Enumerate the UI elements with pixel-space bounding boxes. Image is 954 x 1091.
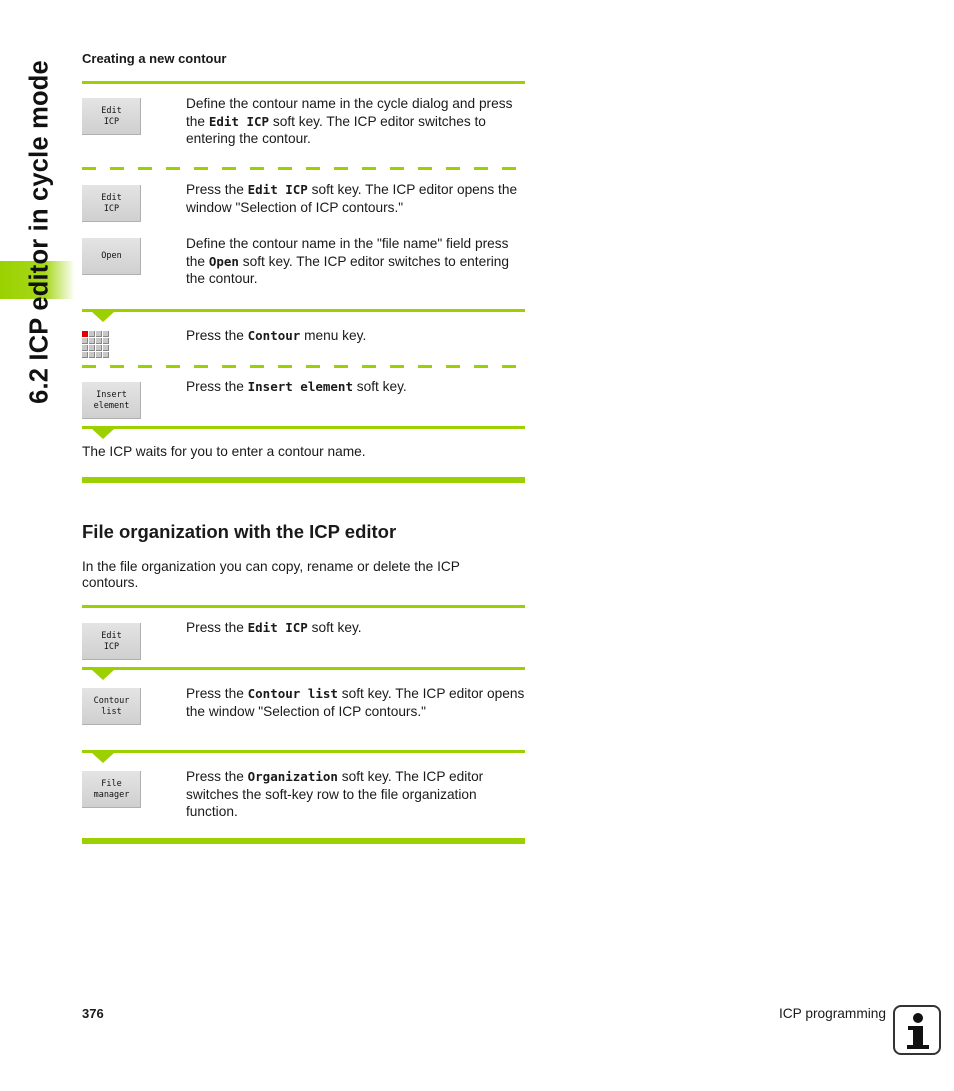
section-heading-file-organization: File organization with the ICP editor bbox=[82, 521, 397, 542]
step-arrow-icon bbox=[92, 670, 114, 680]
dashed-divider bbox=[82, 167, 525, 170]
section-intro: In the file organization you can copy, rename or delete the ICP contours. bbox=[82, 559, 460, 590]
step-description: Press the Organization soft key. The ICP editor switches the soft-key row to the file organization function. bbox=[186, 769, 484, 820]
section-end-bar bbox=[82, 838, 525, 844]
contour-list-softkey[interactable]: Contour list bbox=[82, 688, 141, 725]
edit-icp-softkey[interactable]: Edit ICP bbox=[82, 98, 141, 135]
edit-icp-softkey[interactable]: Edit ICP bbox=[82, 623, 141, 660]
step-description: Press the Contour list soft key. The ICP editor opens the window "Selection of ICP contours." bbox=[186, 686, 525, 719]
edit-icp-softkey[interactable]: Edit ICP bbox=[82, 185, 141, 222]
info-icon[interactable] bbox=[893, 1005, 941, 1055]
step-description: Press the Insert element soft key. bbox=[186, 379, 407, 394]
step-description: Define the contour name in the cycle dialog and press the Edit ICP soft key. The ICP editor switches to entering the contour. bbox=[186, 96, 513, 147]
step-description: Press the Contour menu key. bbox=[186, 328, 367, 343]
insert-element-softkey[interactable]: Insert element bbox=[82, 382, 141, 419]
divider bbox=[82, 426, 525, 429]
file-manager-softkey[interactable]: File manager bbox=[82, 771, 141, 808]
step-description: Press the Edit ICP soft key. bbox=[186, 620, 362, 635]
step-arrow-icon bbox=[92, 429, 114, 439]
step-arrow-icon bbox=[92, 312, 114, 322]
divider bbox=[82, 81, 525, 84]
divider bbox=[82, 309, 525, 312]
step-description: Press the Edit ICP soft key. The ICP editor opens the window "Selection of ICP contours." bbox=[186, 182, 518, 215]
contour-menu-key-icon[interactable] bbox=[82, 331, 110, 359]
footer-chapter-name: ICP programming bbox=[778, 1006, 886, 1021]
section-end-bar bbox=[82, 477, 525, 483]
chapter-title: 6.2 ICP editor in cycle mode bbox=[25, 60, 54, 404]
footnote: The ICP waits for you to enter a contour name. bbox=[82, 444, 366, 459]
dashed-divider bbox=[82, 365, 525, 368]
step-description: Define the contour name in the "file name" field press the Open soft key. The ICP editor switches to entering the contour. bbox=[186, 236, 510, 287]
step-arrow-icon bbox=[92, 753, 114, 763]
section-heading-new-contour: Creating a new contour bbox=[82, 51, 227, 66]
page-number: 376 bbox=[82, 1006, 104, 1021]
divider bbox=[82, 750, 525, 753]
open-softkey[interactable]: Open bbox=[82, 238, 141, 275]
divider bbox=[82, 667, 525, 670]
divider bbox=[82, 605, 525, 608]
